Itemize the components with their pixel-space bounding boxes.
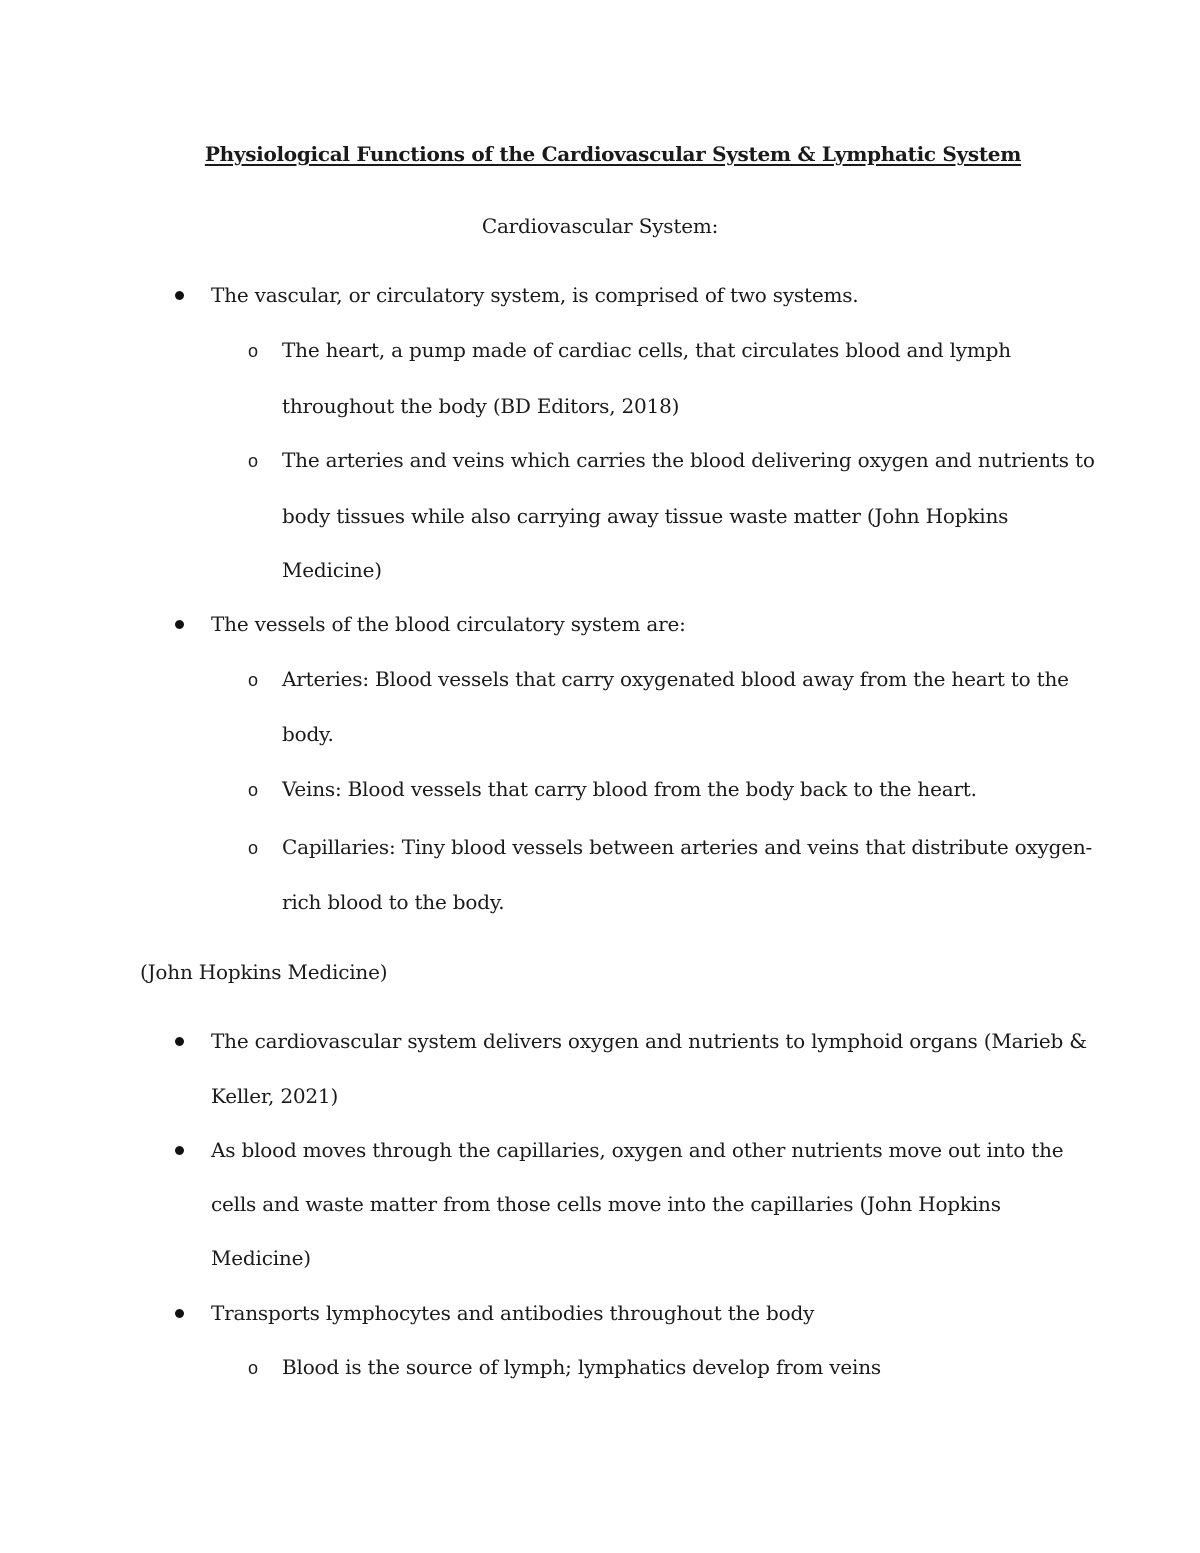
list-item-continuation: cells and waste matter from those cells move into the capillaries (John Hopkins [211, 1192, 1001, 1216]
list-item: The vascular, or circulatory system, is comprised of two systems. [211, 283, 859, 307]
bullet-point-icon [175, 291, 184, 300]
list-item: Transports lymphocytes and antibodies throughout the body [211, 1301, 815, 1325]
list-item-continuation: Medicine) [211, 1246, 311, 1270]
sub-bullet-icon: o [248, 838, 259, 858]
sub-list-item: Blood is the source of lymph; lymphatics develop from veins [282, 1355, 881, 1379]
document-title: Physiological Functions of the Cardiovascular System & Lymphatic System [204, 142, 1022, 166]
sub-list-item: Arteries: Blood vessels that carry oxygenated blood away from the heart to the [282, 667, 1069, 691]
sub-list-item-continuation: throughout the body (BD Editors, 2018) [282, 394, 680, 418]
list-item: The vessels of the blood circulatory system are: [211, 612, 686, 636]
bullet-point-icon [175, 1146, 184, 1155]
sub-list-item: The heart, a pump made of cardiac cells, that circulates blood and lymph [282, 338, 1011, 362]
list-item: As blood moves through the capillaries, oxygen and other nutrients move out into the [211, 1138, 1064, 1162]
sub-bullet-icon: o [248, 341, 259, 361]
sub-bullet-icon: o [248, 1358, 259, 1378]
list-item: The cardiovascular system delivers oxygen and nutrients to lymphoid organs (Marieb & [211, 1029, 1087, 1053]
sub-bullet-icon: o [248, 780, 259, 800]
bullet-point-icon [175, 620, 184, 629]
bullet-point-icon [175, 1037, 184, 1046]
bullet-point-icon [175, 1309, 184, 1318]
sub-list-item-continuation: Medicine) [282, 558, 382, 582]
sub-list-item-continuation: body tissues while also carrying away tissue waste matter (John Hopkins [282, 504, 1009, 528]
citation: (John Hopkins Medicine) [140, 960, 388, 984]
section-heading: Cardiovascular System: [481, 214, 719, 238]
sub-list-item: Veins: Blood vessels that carry blood from the body back to the heart. [282, 777, 977, 801]
sub-list-item-continuation: rich blood to the body. [282, 890, 505, 914]
sub-list-item-continuation: body. [282, 722, 334, 746]
list-item-continuation: Keller, 2021) [211, 1084, 339, 1108]
sub-list-item: The arteries and veins which carries the blood delivering oxygen and nutrients to [282, 448, 1095, 472]
sub-bullet-icon: o [248, 451, 259, 471]
sub-list-item: Capillaries: Tiny blood vessels between arteries and veins that distribute oxygen- [282, 835, 1093, 859]
sub-bullet-icon: o [248, 670, 259, 690]
